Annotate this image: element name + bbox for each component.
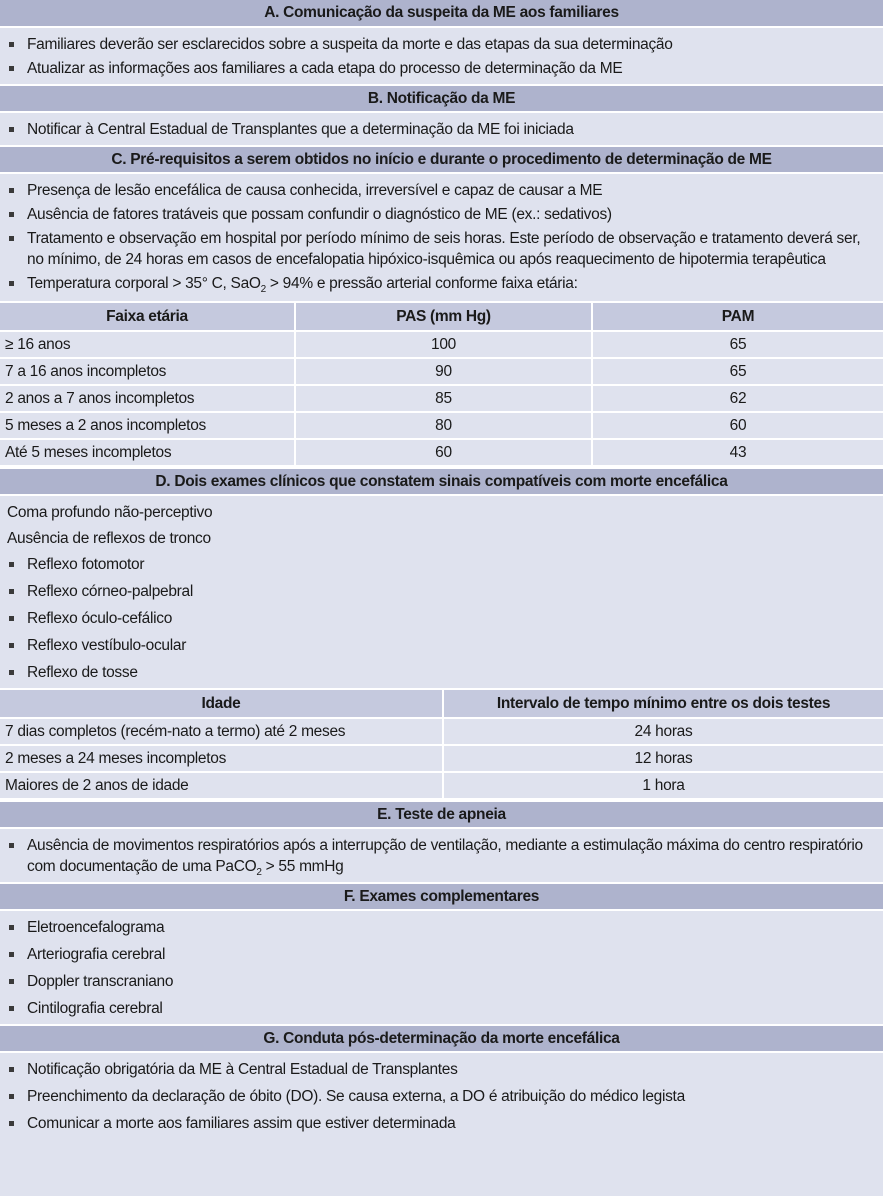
table-cell: 85: [295, 385, 592, 412]
section-f-header: F. Exames complementares: [0, 882, 883, 911]
temperature-subscript: 2: [260, 284, 266, 296]
list-item: Reflexo córneo-palpebral: [0, 581, 883, 602]
list-item: Reflexo fotomotor: [0, 554, 883, 575]
list-item: Reflexo vestíbulo-ocular: [0, 635, 883, 656]
list-item: Notificar à Central Estadual de Transplantes que a determinação da ME foi iniciada: [0, 119, 883, 140]
section-b-header: B. Notificação da ME: [0, 84, 883, 113]
list-item: Preenchimento da declaração de óbito (DO). Se causa externa, a DO é atribuição do médico legista: [0, 1086, 883, 1107]
section-d-body: [0, 496, 883, 688]
apnea-text-end: > 55 mmHg: [261, 858, 344, 875]
section-a-header: A. Comunicação da suspeita da ME aos familiares: [0, 0, 883, 28]
coma-line: Coma profundo não-perceptivo: [7, 504, 213, 521]
list-item: Eletroencefalograma: [0, 917, 883, 938]
list-item: Presença de lesão encefálica de causa conhecida, irreversível e capaz de causar a ME: [0, 180, 883, 201]
table-cell: 43: [592, 439, 883, 466]
table-cell: ≥ 16 anos: [0, 331, 295, 358]
section-d-header: D. Dois exames clínicos que constatem sinais compatíveis com morte encefálica: [0, 467, 883, 496]
table-cell: 60: [295, 439, 592, 466]
temperature-text-end: > 94% e pressão arterial conforme faixa etária:: [265, 275, 578, 292]
table-cell: 2 meses a 24 meses incompletos: [0, 745, 443, 772]
table-row: [0, 772, 883, 799]
table-cell: 100: [295, 331, 592, 358]
table-cell: 80: [295, 412, 592, 439]
table-cell: 1 hora: [443, 772, 883, 799]
section-e-header: E. Teste de apneia: [0, 800, 883, 829]
table-cell: 62: [592, 385, 883, 412]
brainstem-reflexes-line: Ausência de reflexos de tronco: [7, 530, 211, 547]
table-cell: Até 5 meses incompletos: [0, 439, 295, 466]
list-item: Tratamento e observação em hospital por período mínimo de seis horas. Este período de observação e tratamento deverá ser, no mínimo, de 24 horas em casos de encefalopatia hipóxico-isquêmica ou após reaquecimento de hipotermia terapêutica: [0, 228, 883, 270]
section-c-header: C. Pré-requisitos a serem obtidos no início e durante o procedimento de determinação de ME: [0, 145, 883, 174]
apnea-item: [0, 835, 883, 877]
table-row: [0, 385, 883, 412]
table-row: [0, 358, 883, 385]
column-header: Idade: [0, 689, 443, 718]
table-row: [0, 745, 883, 772]
table-cell: 65: [592, 358, 883, 385]
list-item: Atualizar as informações aos familiares a cada etapa do processo de determinação da ME: [0, 58, 883, 79]
list-item: Reflexo de tosse: [0, 662, 883, 683]
list-item: Comunicar a morte aos familiares assim que estiver determinada: [0, 1113, 883, 1134]
blood-pressure-table: [0, 301, 883, 467]
list-item: Cintilografia cerebral: [0, 998, 883, 1019]
table-row: [0, 718, 883, 745]
section-c-body: [0, 174, 883, 301]
section-g-body: [0, 1053, 883, 1139]
table-cell: 7 a 16 anos incompletos: [0, 358, 295, 385]
table-cell: 7 dias completos (recém-nato a termo) até 2 meses: [0, 718, 443, 745]
apnea-subscript: 2: [256, 867, 262, 879]
list-item: Ausência de fatores tratáveis que possam confundir o diagnóstico de ME (ex.: sedativos): [0, 204, 883, 225]
table-row: [0, 412, 883, 439]
list-item: Doppler transcraniano: [0, 971, 883, 992]
list-item: Arteriografia cerebral: [0, 944, 883, 965]
test-interval-table: [0, 688, 883, 800]
column-header: PAM: [592, 302, 883, 331]
table-cell: 90: [295, 358, 592, 385]
column-header: Faixa etária: [0, 302, 295, 331]
temperature-item: [0, 273, 883, 294]
column-header: Intervalo de tempo mínimo entre os dois testes: [443, 689, 883, 718]
table-header-row: [0, 689, 883, 718]
table-cell: 60: [592, 412, 883, 439]
table-header-row: [0, 302, 883, 331]
apnea-text: Ausência de movimentos respiratórios após a interrupção de ventilação, mediante a estimulação máxima do centro respiratório com documentação de uma PaCO: [27, 837, 863, 875]
table-cell: 65: [592, 331, 883, 358]
section-b-body: [0, 113, 883, 145]
table-cell: 2 anos a 7 anos incompletos: [0, 385, 295, 412]
table-cell: 24 horas: [443, 718, 883, 745]
list-item: Familiares deverão ser esclarecidos sobre a suspeita da morte e das etapas da sua determinação: [0, 34, 883, 55]
section-e-body: [0, 829, 883, 882]
list-item: Notificação obrigatória da ME à Central Estadual de Transplantes: [0, 1059, 883, 1080]
column-header: PAS (mm Hg): [295, 302, 592, 331]
section-g-header: G. Conduta pós-determinação da morte encefálica: [0, 1024, 883, 1053]
temperature-text: Temperatura corporal > 35° C, SaO: [27, 275, 261, 292]
section-a-body: [0, 28, 883, 84]
table-cell: 5 meses a 2 anos incompletos: [0, 412, 295, 439]
list-item: Reflexo óculo-cefálico: [0, 608, 883, 629]
table-cell: Maiores de 2 anos de idade: [0, 772, 443, 799]
table-cell: 12 horas: [443, 745, 883, 772]
section-f-body: [0, 911, 883, 1024]
table-row: [0, 439, 883, 466]
table-row: [0, 331, 883, 358]
